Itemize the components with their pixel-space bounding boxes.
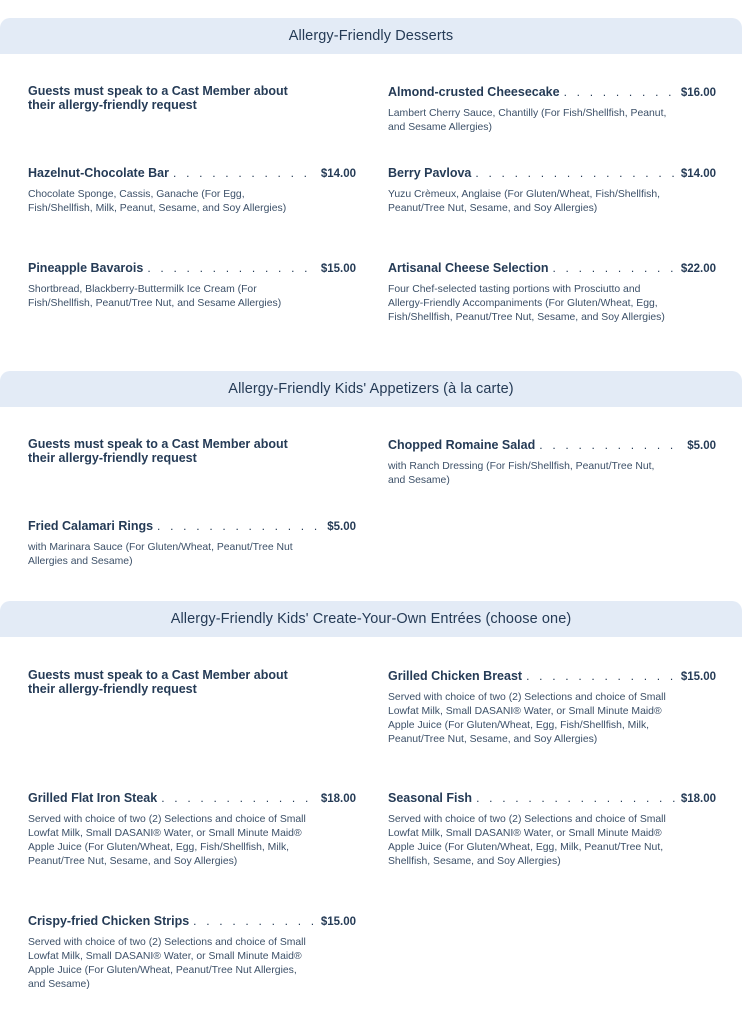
item-price: $16.00	[680, 87, 716, 99]
item-price: $22.00	[680, 263, 716, 275]
menu-item-fried-calamari-rings	[28, 519, 356, 569]
section-title: Allergy-Friendly Kids' Create-Your-Own Entrées (choose one)	[170, 611, 572, 627]
allergy-note	[28, 438, 308, 465]
leader-dots	[552, 262, 674, 274]
leader-dots	[476, 792, 675, 804]
item-price: $5.00	[687, 440, 716, 452]
menu-item-almond-cheesecake	[388, 85, 716, 135]
allergy-note	[28, 85, 308, 112]
item-price: $14.00	[680, 168, 716, 180]
leader-dots	[539, 439, 681, 451]
note-text: Guests must speak to a Cast Member about their allergy-friendly request	[28, 437, 288, 465]
item-name: Almond-crusted Cheesecake	[388, 85, 560, 99]
menu-item-chopped-romaine-salad	[388, 438, 716, 488]
section-header-kids-appetizers	[0, 371, 742, 407]
item-price: $15.00	[320, 916, 356, 928]
item-name: Pineapple Bavarois	[28, 261, 144, 275]
leader-dots	[193, 915, 315, 927]
note-text: Guests must speak to a Cast Member about their allergy-friendly request	[28, 84, 288, 112]
menu-item-seasonal-fish	[388, 791, 716, 869]
item-price: $18.00	[680, 793, 716, 805]
leader-dots	[564, 86, 675, 98]
section-header-desserts	[0, 18, 742, 54]
menu-item-grilled-flat-iron-steak	[28, 791, 356, 869]
item-name: Grilled Chicken Breast	[388, 669, 523, 683]
item-name: Hazelnut-Chocolate Bar	[28, 166, 169, 180]
section-header-kids-entrees	[0, 601, 742, 637]
menu-item-berry-pavlova	[388, 166, 716, 216]
leader-dots	[161, 792, 315, 804]
item-description: Served with choice of two (2) Selections and choice of Small Lowfat Milk, Small DASANI® Water, or Small Minute Maid® Apple Juice (For Gluten/Wheat, Egg, Fish/Shellfish, Milk, Peanut/Tree Nut, Sesame, and Soy Allergies)	[388, 692, 666, 745]
menu-item-grilled-chicken-breast	[388, 669, 716, 747]
item-description: Lambert Cherry Sauce, Chantilly (For Fish/Shellfish, Peanut, and Sesame Allergies)	[388, 108, 667, 133]
leader-dots	[147, 262, 314, 274]
item-name: Fried Calamari Rings	[28, 519, 154, 533]
item-price: $18.00	[320, 793, 356, 805]
item-name: Artisanal Cheese Selection	[388, 261, 549, 275]
section-title: Allergy-Friendly Desserts	[288, 28, 454, 44]
item-description: with Marinara Sauce (For Gluten/Wheat, Peanut/Tree Nut Allergies and Sesame)	[28, 542, 293, 567]
section-title: Allergy-Friendly Kids' Appetizers (à la carte)	[228, 381, 514, 397]
allergy-note	[28, 669, 308, 696]
leader-dots	[526, 670, 675, 682]
item-name: Chopped Romaine Salad	[388, 438, 536, 452]
item-price: $5.00	[327, 521, 356, 533]
menu-item-artisanal-cheese	[388, 261, 716, 325]
item-name: Crispy-fried Chicken Strips	[28, 914, 190, 928]
item-description: Chocolate Sponge, Cassis, Ganache (For Egg, Fish/Shellfish, Milk, Peanut, Sesame, and Soy Allergies)	[28, 189, 287, 214]
menu-item-crispy-chicken-strips	[28, 914, 356, 992]
item-description: Yuzu Crèmeux, Anglaise (For Gluten/Wheat, Fish/Shellfish, Peanut/Tree Nut, Sesame, and Soy Allergies)	[388, 189, 661, 214]
item-description: with Ranch Dressing (For Fish/Shellfish, Peanut/Tree Nut, and Sesame)	[388, 461, 655, 486]
item-description: Served with choice of two (2) Selections and choice of Small Lowfat Milk, Small DASANI® Water, or Small Minute Maid® Apple Juice (For Gluten/Wheat, Egg, Milk, Peanut/Tree Nut, Shellfish, Sesame, and Soy Allergies)	[388, 814, 666, 867]
item-description: Served with choice of two (2) Selections and choice of Small Lowfat Milk, Small DASANI® Water, or Small Minute Maid® Apple Juice (For Gluten/Wheat, Egg, Fish/Shellfish, Milk, Peanut/Tree Nut, Sesame, and Soy Allergies)	[28, 814, 306, 867]
leader-dots	[475, 167, 674, 179]
item-description: Shortbread, Blackberry-Buttermilk Ice Cream (For Fish/Shellfish, Peanut/Tree Nut, and Sesame Allergies)	[28, 284, 282, 309]
leader-dots	[173, 167, 315, 179]
item-price: $15.00	[320, 263, 356, 275]
item-price: $14.00	[320, 168, 356, 180]
leader-dots	[157, 520, 321, 532]
item-name: Grilled Flat Iron Steak	[28, 791, 158, 805]
menu-item-pineapple-bavarois	[28, 261, 356, 311]
item-name: Berry Pavlova	[388, 166, 472, 180]
item-price: $15.00	[680, 671, 716, 683]
item-description: Served with choice of two (2) Selections and choice of Small Lowfat Milk, Small DASANI® Water, or Small Minute Maid® Apple Juice (For Gluten/Wheat, Peanut/Tree Nut Allergies, and Sesame)	[28, 937, 306, 990]
item-description: Four Chef-selected tasting portions with Prosciutto and Allergy-Friendly Accompaniments (For Gluten/Wheat, Egg, Fish/Shellfish, Peanut/Tree Nut, Sesame, and Soy Allergies)	[388, 284, 665, 323]
note-text: Guests must speak to a Cast Member about their allergy-friendly request	[28, 668, 288, 696]
item-name: Seasonal Fish	[388, 791, 473, 805]
menu-item-hazelnut-chocolate-bar	[28, 166, 356, 216]
